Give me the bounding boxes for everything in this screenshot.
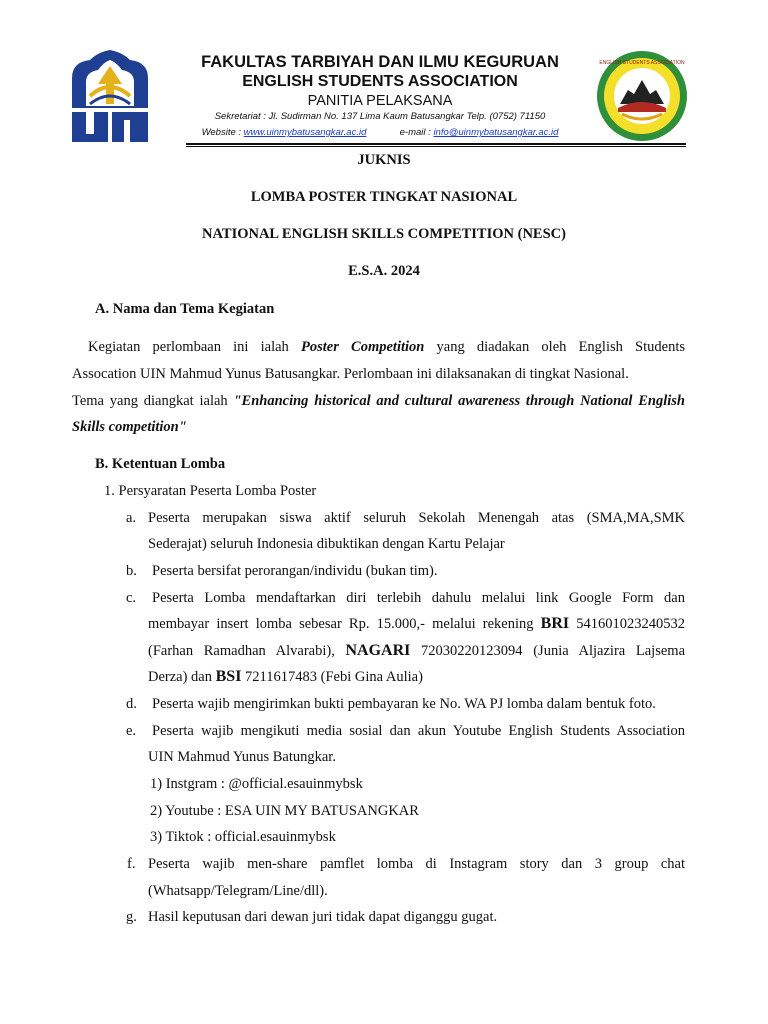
item-c-line-1: Peserta Lomba mendaftarkan diri terlebih dahulu melalui link Google Form dan (152, 590, 685, 606)
item-c-line-3 (148, 638, 685, 665)
item-c-marker: c. (126, 590, 137, 606)
association-name: ENGLISH STUDENTS ASSOCIATION (242, 73, 518, 90)
item-b-line-1: Peserta bersifat perorangan/individu (bukan tim). (152, 563, 438, 579)
bank-name: BRI (540, 615, 570, 632)
item-a-line-1: Peserta merupakan siswa aktif seluruh Sekolah Menengah atas (SMA,MA,SMK (148, 510, 685, 526)
social-youtube: 2) Youtube : ESA UIN MY BATUSANGKAR (150, 803, 419, 819)
item-c-line-4 (148, 664, 423, 691)
item-e-line-2: UIN Mahmud Yunus Batungkar. (148, 749, 336, 765)
item-f-marker: f. (127, 856, 136, 872)
item-a-marker: a. (126, 510, 137, 526)
item-d-marker: d. (126, 696, 137, 712)
bank-name: NAGARI (345, 642, 411, 659)
doc-title: JUKNIS (357, 152, 411, 168)
text-span: 72030220123094 (Junia Aljazira Lajsema (410, 643, 686, 659)
section-a-line-2: Assocation UIN Mahmud Yunus Batusangkar. Perlombaan ini dilaksanakan di tingkat Nasional. (72, 366, 629, 382)
item-e-marker: e. (126, 723, 137, 739)
item-f-line-1: Peserta wajib men-share pamflet lomba di Instagram story dan 3 group chat (148, 856, 685, 872)
contact-line (150, 127, 610, 138)
social-tiktok: 3) Tiktok : official.esauinmybsk (150, 829, 336, 845)
item-g-line-1: Hasil keputusan dari dewan juri tidak dapat diganggu gugat. (148, 909, 498, 925)
esa-logo-caption: ENGLISH STUDENTS ASSOCIATION (599, 60, 685, 66)
doc-subtitle-1: LOMBA POSTER TINGKAT NASIONAL (250, 189, 518, 205)
section-a-line-4: Skills competition" (72, 419, 187, 435)
emphasis-span: "Enhancing historical and cultural awareness through National English (233, 393, 685, 409)
secretariat-address: Sekretariat : Jl. Sudirman No. 137 Lima Kaum Batusangkar Telp. (0752) 71150 (214, 111, 546, 122)
item-e-line-1: Peserta wajib mengikuti media sosial dan akun Youtube English Students Association (152, 723, 685, 739)
bank-name: BSI (215, 668, 242, 685)
text-span: Derza) dan (148, 669, 216, 685)
header-rule-thick (186, 143, 686, 145)
item-g-marker: g. (126, 909, 137, 925)
text-span: Tema yang diangkat ialah (72, 393, 234, 409)
text-span: 7211617483 (Febi Gina Aulia) (241, 669, 423, 685)
item-f-line-2: (Whatsapp/Telegram/Line/dll). (148, 883, 328, 899)
doc-subtitle-2: NATIONAL ENGLISH SKILLS COMPETITION (NESC) (202, 226, 566, 242)
website-label: Website : (201, 127, 244, 138)
doc-subtitle-3: E.S.A. 2024 (348, 263, 420, 279)
list-item-1: 1. Persyaratan Peserta Lomba Poster (104, 483, 317, 499)
email-label: e-mail : (399, 127, 434, 138)
faculty-name: FAKULTAS TARBIYAH DAN ILMU KEGURUAN (201, 53, 559, 71)
text-span: membayar insert lomba sebesar Rp. 15.000,- melalui rekening (148, 616, 541, 632)
section-a-heading: A. Nama dan Tema Kegiatan (95, 301, 275, 317)
committee-name: PANITIA PELAKSANA (307, 93, 453, 109)
text-span: Kegiatan perlombaan ini ialah (88, 339, 301, 355)
header-rule-thin (186, 146, 686, 147)
email-link[interactable]: info@uinmybatusangkar.ac.id (433, 127, 559, 138)
item-a-line-2: Sederajat) seluruh Indonesia dibuktikan dengan Kartu Pelajar (148, 536, 505, 552)
text-span: (Farhan Ramadhan Alvarabi), (148, 643, 346, 659)
text-span: 541601023240532 (569, 616, 685, 632)
section-b-heading: B. Ketentuan Lomba (95, 456, 226, 472)
item-b-marker: b. (126, 563, 137, 579)
section-a-line-3 (72, 388, 685, 415)
text-span: yang diadakan oleh English Students (424, 339, 686, 355)
social-instagram: 1) Instgram : @official.esauinmybsk (150, 776, 363, 792)
item-c-line-2 (148, 611, 685, 638)
uin-logo (68, 48, 152, 144)
emphasis-span: Poster Competition (301, 339, 425, 355)
item-d-line-1: Peserta wajib mengirimkan bukti pembayaran ke No. WA PJ lomba dalam bentuk foto. (152, 696, 656, 712)
section-a-line-1 (88, 334, 685, 361)
website-link[interactable]: www.uinmybatusangkar.ac.id (243, 127, 367, 138)
